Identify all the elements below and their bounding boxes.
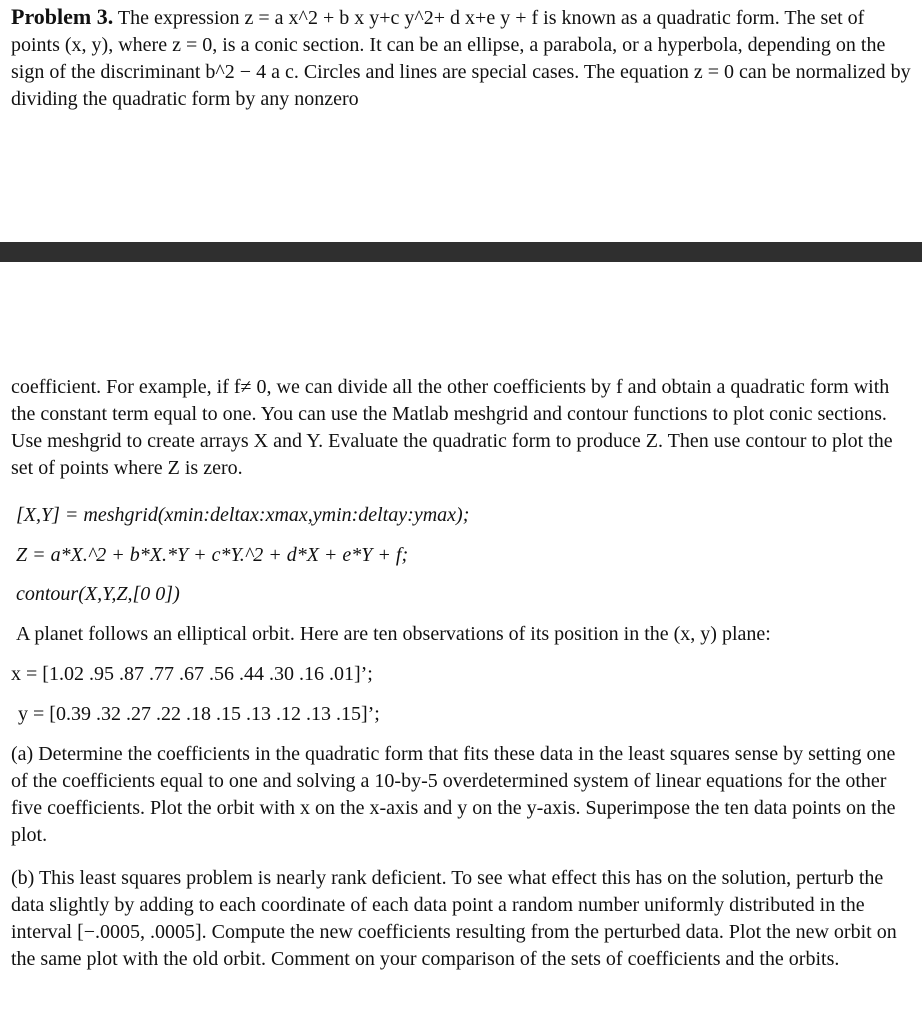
y-data-line: y = [0.39 .32 .27 .22 .18 .15 .13 .12 .13 .15]’; <box>18 703 380 725</box>
planet-intro: A planet follows an elliptical orbit. Here are ten observations of its position in the (x, y) plane: <box>16 623 771 645</box>
page-divider-bar <box>0 242 922 262</box>
problem-title: Problem 3. <box>11 4 114 29</box>
code-line-quadratic: Z = a*X.^2 + b*X.*Y + c*Y.^2 + d*X + e*Y + f; <box>16 544 409 566</box>
part-b-paragraph: (b) This least squares problem is nearly rank deficient. To see what effect this has on the solution, perturb the data slightly by adding to each coordinate of each data point a random number uniformly distributed in the interval [−.0005, .0005]. Compute the new coefficients resulting from the perturbed data. Plot the new orbit on the same plot with the old orbit. Comment on your comparison of the sets of coefficients and the orbits. <box>11 867 897 970</box>
code-line-contour: contour(X,Y,Z,[0 0]) <box>16 583 180 605</box>
continuation-paragraph: coefficient. For example, if f≠ 0, we can divide all the other coefficients by f and obtain a quadratic form with the constant term equal to one. You can use the Matlab meshgrid and contour functions to plot conic sections. Use meshgrid to create arrays X and Y. Evaluate the quadratic form to produce Z. Then use contour to plot the set of points where Z is zero. <box>11 376 893 479</box>
problem-intro-paragraph <box>11 3 911 113</box>
x-data-line: x = [1.02 .95 .87 .77 .67 .56 .44 .30 .16 .01]’; <box>11 663 373 685</box>
problem-intro-text: The expression z = a x^2 + b x y+c y^2+ d x+e y + f is known as a quadratic form. The set of points (x, y), where z = 0, is a conic section. It can be an ellipse, a parabola, or a hyperbola, depending on the sign of the discriminant b^2 − 4 a c. Circles and lines are special cases. The equation z = 0 can be normalized by dividing the quadratic form by any nonzero <box>11 7 911 110</box>
part-a-paragraph: (a) Determine the coefficients in the quadratic form that fits these data in the least squares sense by setting one of the coefficients equal to one and solving a 10-by-5 overdetermined system of linear equations for the other five coefficients. Plot the orbit with x on the x-axis and y on the y-axis. Superimpose the ten data points on the plot. <box>11 743 896 846</box>
code-line-meshgrid: [X,Y] = meshgrid(xmin:deltax:xmax,ymin:deltay:ymax); <box>16 504 470 526</box>
